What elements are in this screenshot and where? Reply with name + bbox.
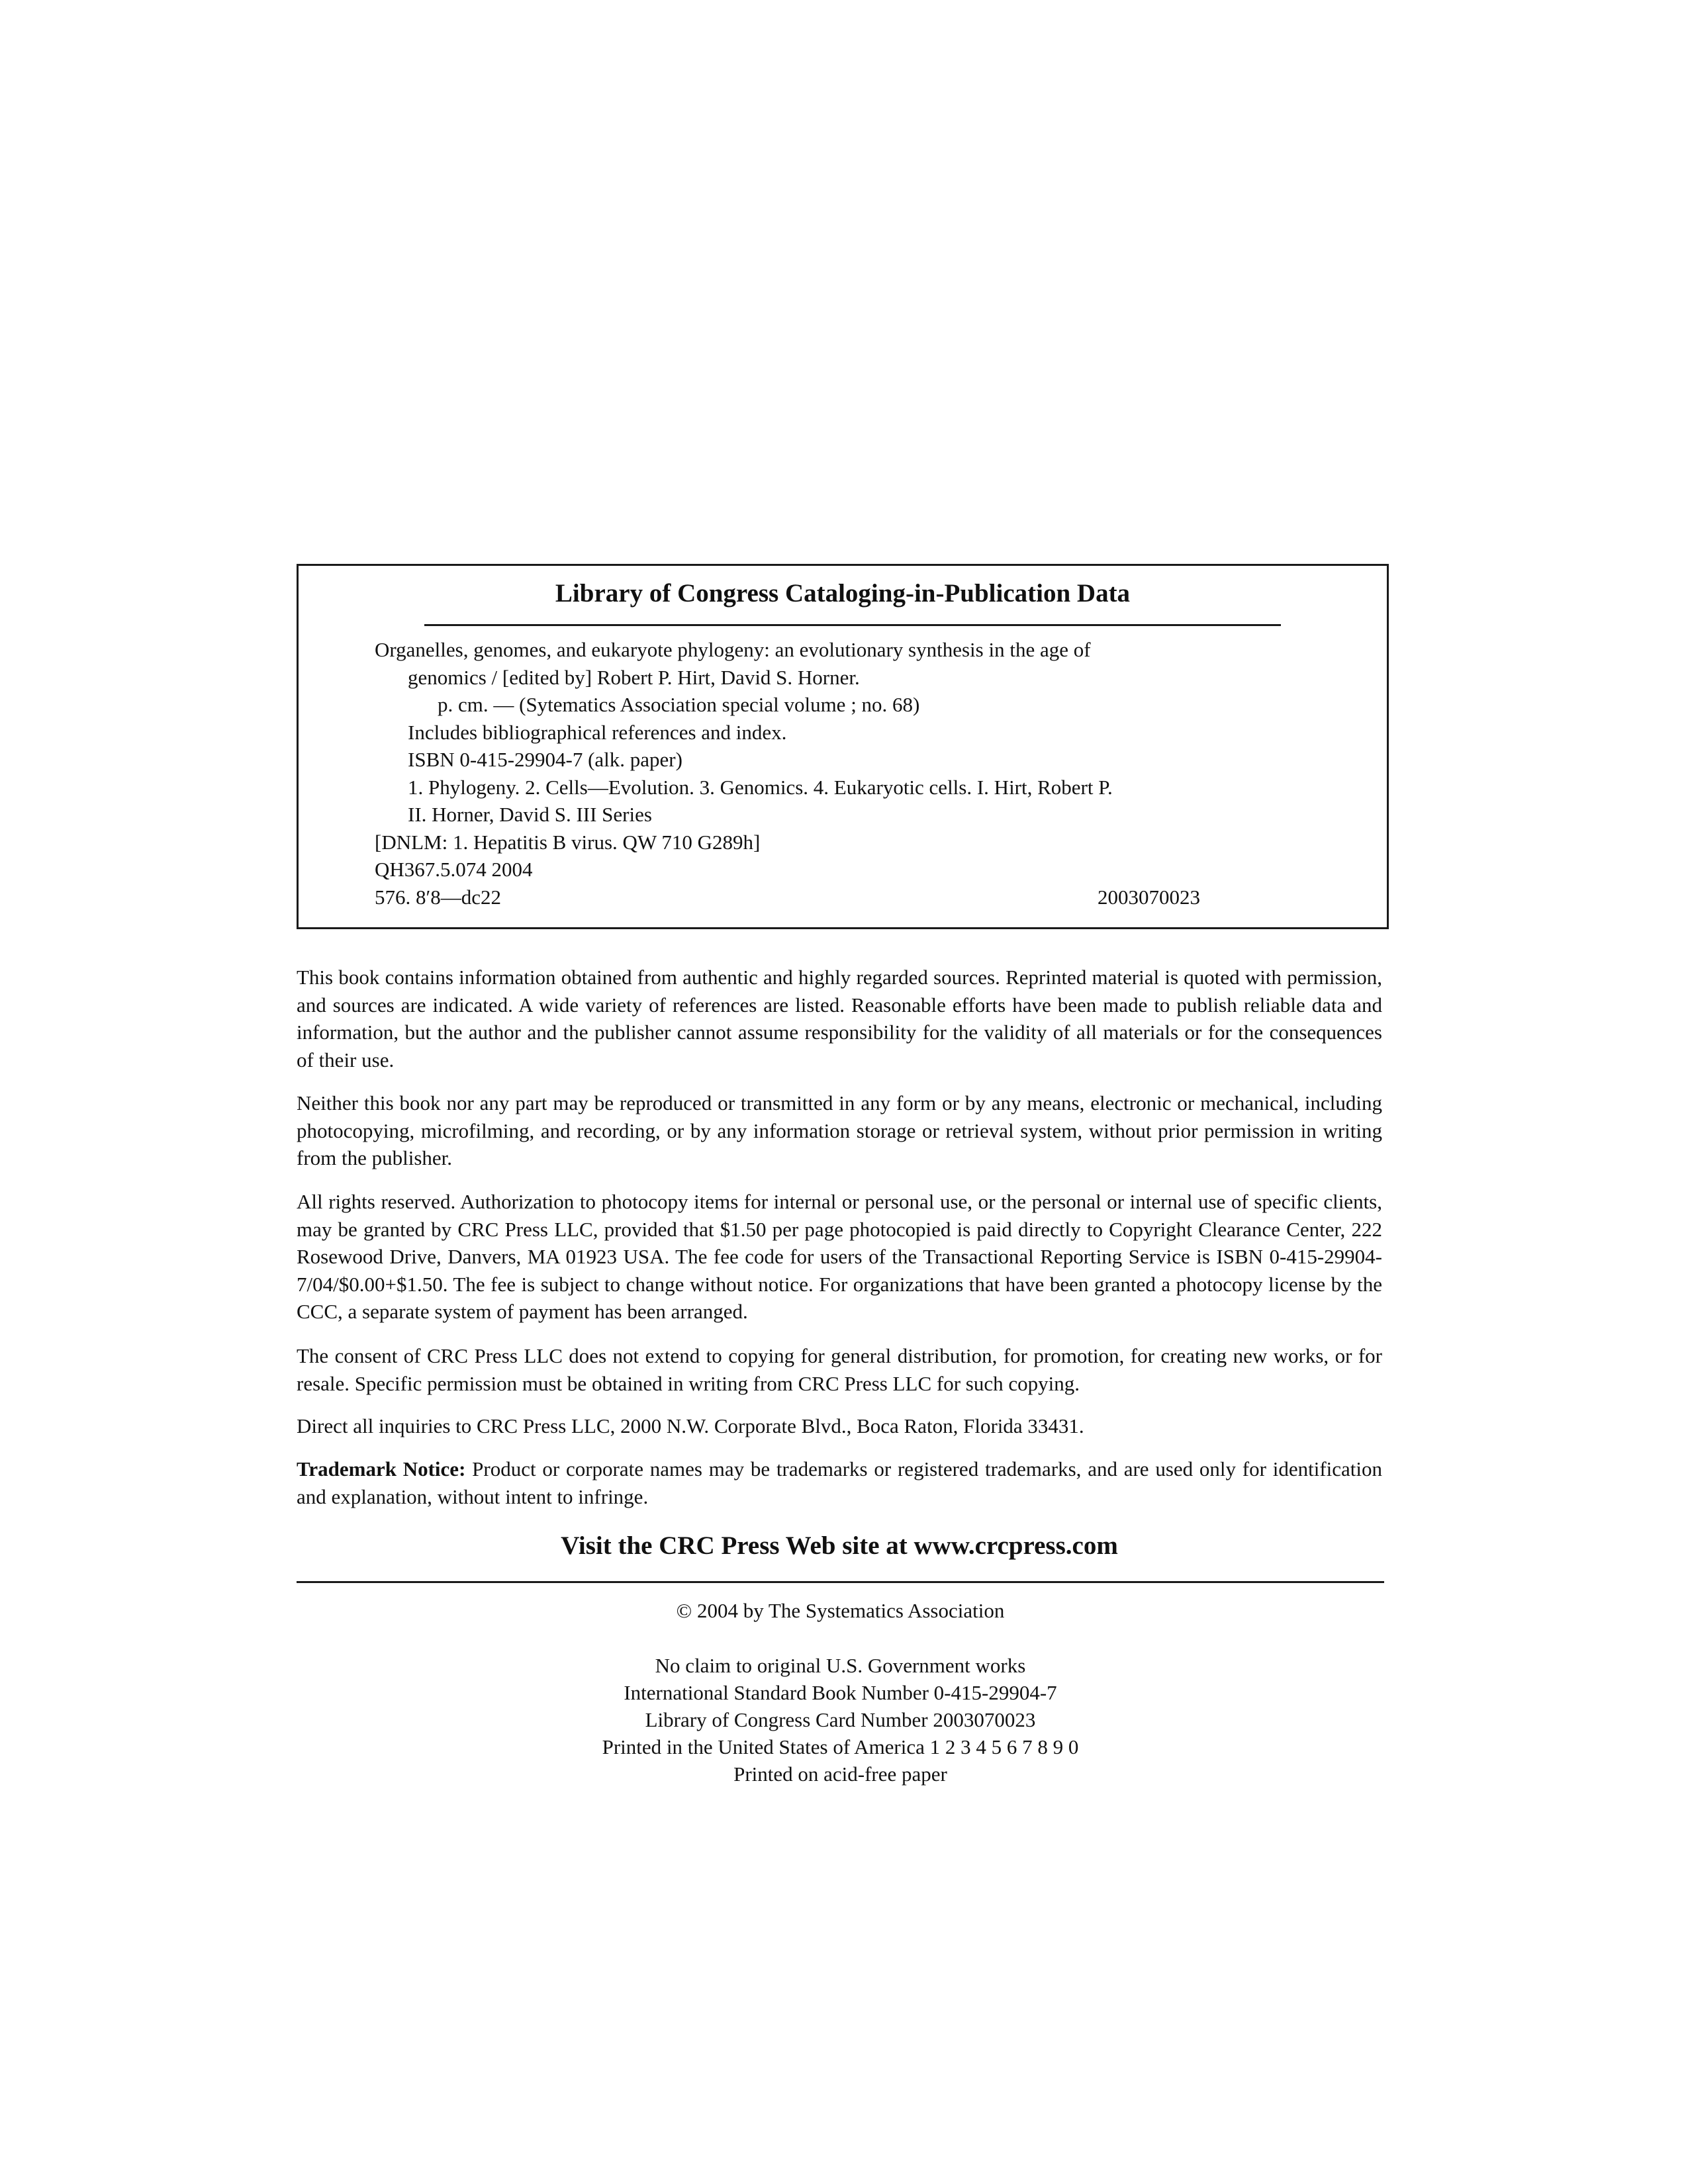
cip-line: Organelles, genomes, and eukaryote phylogeny: an evolutionary synthesis in the age of [375, 638, 1091, 661]
trademark-text: Product or corporate names may be trademarks or registered trademarks, and are used only for identification and explanation, without intent to infringe. [297, 1457, 1382, 1508]
cip-line: 1. Phylogeny. 2. Cells—Evolution. 3. Genomics. 4. Eukaryotic cells. I. Hirt, Robert P. [408, 775, 1113, 799]
trademark-notice [297, 1455, 1382, 1510]
footer-line: No claim to original U.S. Government works [655, 1654, 1026, 1677]
consent-paragraph: The consent of CRC Press LLC does not extend to copying for general distribution, for promotion, for creating new works, or for resale. Specific permission must be obtained in writing from CRC Press LLC for such copying. [297, 1344, 1382, 1395]
cip-line: p. cm. — (Sytematics Association special volume ; no. 68) [438, 693, 920, 716]
cip-line: [DNLM: 1. Hepatitis B virus. QW 710 G289h] [375, 830, 761, 854]
rights-paragraph: All rights reserved. Authorization to photocopy items for internal or personal use, or the personal or internal use of specific clients, may be granted by CRC Press LLC, provided that $1.50 per page photocopied is paid directly to Copyright Clearance Center, 222 Rosewood Drive, Danvers, MA 01923 USA. The fee code for users of the Transactional Reporting Service is ISBN 0-415-29904-7/04/$0.00+$1.50. The fee is subject to change without notice. For organizations that have been granted a photocopy license by the CCC, a separate system of payment has been arranged. [297, 1190, 1382, 1323]
cip-classification-row [375, 884, 1200, 911]
cip-line: genomics / [edited by] Robert P. Hirt, David S. Horner. [408, 665, 860, 689]
cip-classification: 576. 8′8—dc22 [375, 885, 502, 909]
copyright-line: © 2004 by The Systematics Association [676, 1599, 1005, 1622]
inquiries-paragraph: Direct all inquiries to CRC Press LLC, 2000 N.W. Corporate Blvd., Boca Raton, Florida 33431. [297, 1414, 1084, 1437]
sources-paragraph: This book contains information obtained from authentic and highly regarded sources. Reprinted material is quoted with permission, and sources are indicated. A wide variety of references are listed. Reasonable efforts have been made to publish reliable data and information, but the author and the publisher cannot assume responsibility for the validity of all materials or for the consequences of their use. [297, 966, 1382, 1071]
footer-line: Printed on acid-free paper [733, 1762, 947, 1786]
cip-lccn: 2003070023 [1098, 885, 1200, 909]
cip-data-box [297, 564, 1389, 929]
cip-line: Includes bibliographical references and index. [408, 720, 787, 744]
cip-line: II. Horner, David S. III Series [408, 803, 652, 826]
divider-rule [297, 1581, 1384, 1583]
footer-line: International Standard Book Number 0-415-29904-7 [624, 1681, 1057, 1704]
footer-line: Library of Congress Card Number 2003070023 [645, 1708, 1036, 1731]
cip-title-rule [424, 624, 1281, 626]
trademark-label: Trademark Notice: [297, 1457, 466, 1480]
footer-line: Printed in the United States of America 1 2 3 4 5 6 7 8 9 0 [602, 1735, 1079, 1758]
cip-line: ISBN 0-415-29904-7 (alk. paper) [408, 748, 682, 771]
cip-title: Library of Congress Cataloging-in-Publication Data [555, 579, 1131, 608]
website-heading: Visit the CRC Press Web site at www.crcpress.com [561, 1531, 1118, 1560]
reproduction-paragraph: Neither this book nor any part may be reproduced or transmitted in any form or by any means, electronic or mechanical, including photocopying, microfilming, and recording, or by any information storage or retrieval system, without prior permission in writing from the publisher. [297, 1091, 1382, 1169]
cip-record [375, 636, 1200, 911]
cip-line: QH367.5.074 2004 [375, 858, 533, 881]
